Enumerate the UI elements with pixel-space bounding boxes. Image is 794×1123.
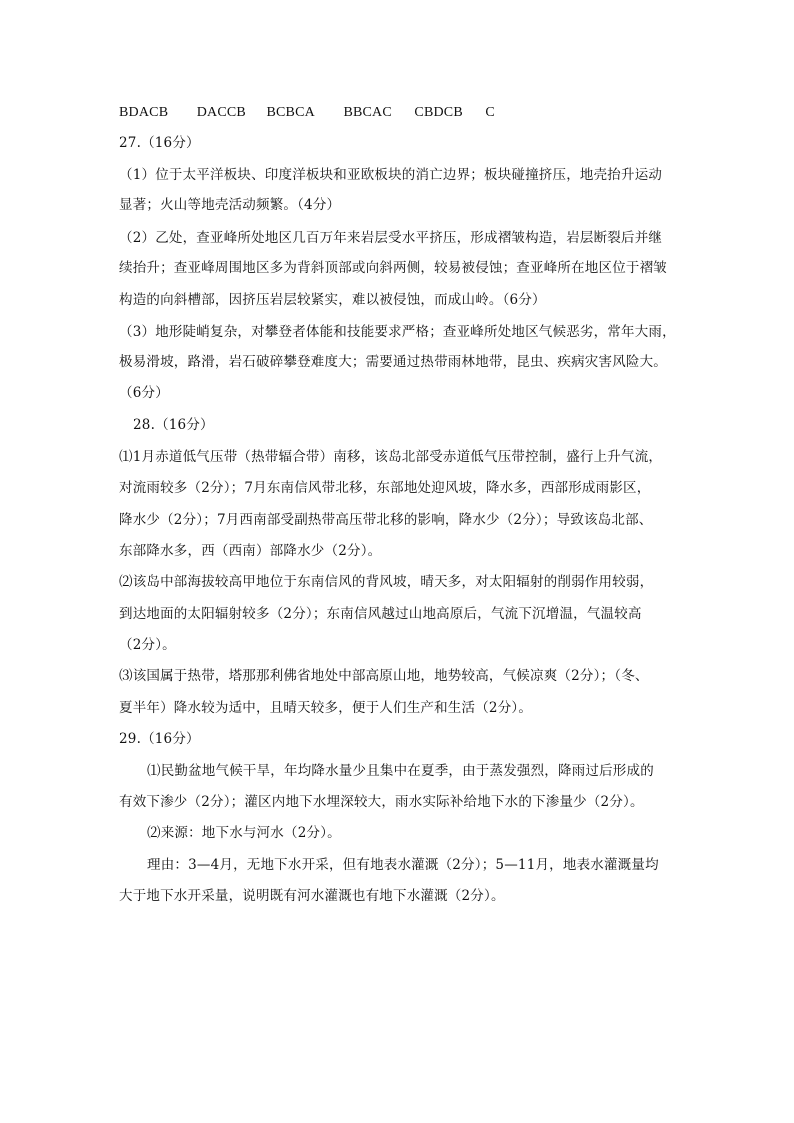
answer-group: C <box>485 105 495 120</box>
q29-part1-line: ⑴民勤盆地气候干旱，年均降水量少且集中在夏季，由于蒸发强烈，降雨过后形成的 <box>147 763 654 779</box>
q28-part1-line: 对流雨较多（2分）；7月东南信风带北移，东部地处迎风坡，降水多，西部形成雨影区， <box>119 480 651 496</box>
q29-part2-line: ⑵来源：地下水与河水（2分）。 <box>147 825 341 841</box>
q27-part3-line: （3）地形陡峭复杂，对攀登者体能和技能要求严格；查亚峰所处地区气候恶劣，常年大雨， <box>119 324 676 340</box>
q28-part1-line: 东部降水多，西（西南）部降水少（2分）。 <box>119 543 382 559</box>
q29-part3-line: 理由：3—4月，无地下水开采，但有地表水灌溉（2分）；5—11月，地表水灌溉量均 <box>147 857 659 873</box>
answer-group: CBDCB <box>414 105 463 120</box>
q27-part2-line: （2）乙处，查亚峰所处地区几百万年来岩层受水平挤压，形成褶皱构造，岩层断裂后并继 <box>119 230 663 246</box>
q27-part1-line: （1）位于太平洋板块、印度洋板块和亚欧板块的消亡边界；板块碰撞挤压，地壳抬升运动 <box>119 167 663 183</box>
q28-part2-line: ⑵该岛中部海拔较高甲地位于东南信风的背风坡，晴天多，对太阳辐射的削弱作用较弱， <box>119 574 654 590</box>
answer-group: BCBCA <box>266 105 315 120</box>
q27-part2-line: 构造的向斜槽部，因挤压岩层较紧实，难以被侵蚀，而成山岭。（6分） <box>119 292 546 308</box>
multiple-choice-answers <box>119 103 495 122</box>
q28-part2-line: （2分）。 <box>119 637 176 653</box>
q28-part3-line: 夏半年）降水较为适中，且晴天较多，便于人们生产和生活（2分）。 <box>119 700 533 716</box>
question-29-header: 29.（16分） <box>119 731 200 747</box>
q27-part3-line: 极易滑坡，路滑，岩石破碎攀登难度大；需要通过热带雨林地带，昆虫、疾病灾害风险大。 <box>119 354 667 370</box>
q29-part1-line: 有效下渗少（2分）；灌区内地下水埋深较大，雨水实际补给地下水的下渗量少（2分）。 <box>119 794 644 810</box>
question-27-header: 27.（16分） <box>119 135 200 151</box>
q28-part1-line: 降水少（2分）；7月西南部受副热带高压带北移的影响，降水少（2分）；导致该岛北部、 <box>119 512 653 528</box>
q28-part1-line: ⑴1月赤道低气压带（热带辐合带）南移，该岛北部受赤道低气压带控制，盛行上升气流， <box>119 449 663 465</box>
answer-group: BDACB <box>119 105 169 120</box>
q29-part3-line: 大于地下水开采量，说明既有河水灌溉也有地下水灌溉（2分）。 <box>119 888 505 904</box>
q27-part1-line: 显著；火山等地壳活动频繁。（4分） <box>119 197 341 213</box>
question-28-header: 28.（16分） <box>133 417 214 433</box>
q28-part2-line: 到达地面的太阳辐射较多（2分）；东南信风越过山地高原后，气流下沉增温，气温较高 <box>119 606 642 622</box>
answer-group: BBCAC <box>343 105 392 120</box>
q28-part3-line: ⑶该国属于热带，塔那那利佛省地处中部高原山地，地势较高，气候凉爽（2分）；（冬、 <box>119 668 649 684</box>
q27-part2-line: 续抬升；查亚峰周围地区多为背斜顶部或向斜两侧，较易被侵蚀；查亚峰所在地区位于褶皱 <box>119 260 667 276</box>
answer-group: DACCB <box>196 105 246 120</box>
q27-part3-line: （6分） <box>119 385 169 401</box>
